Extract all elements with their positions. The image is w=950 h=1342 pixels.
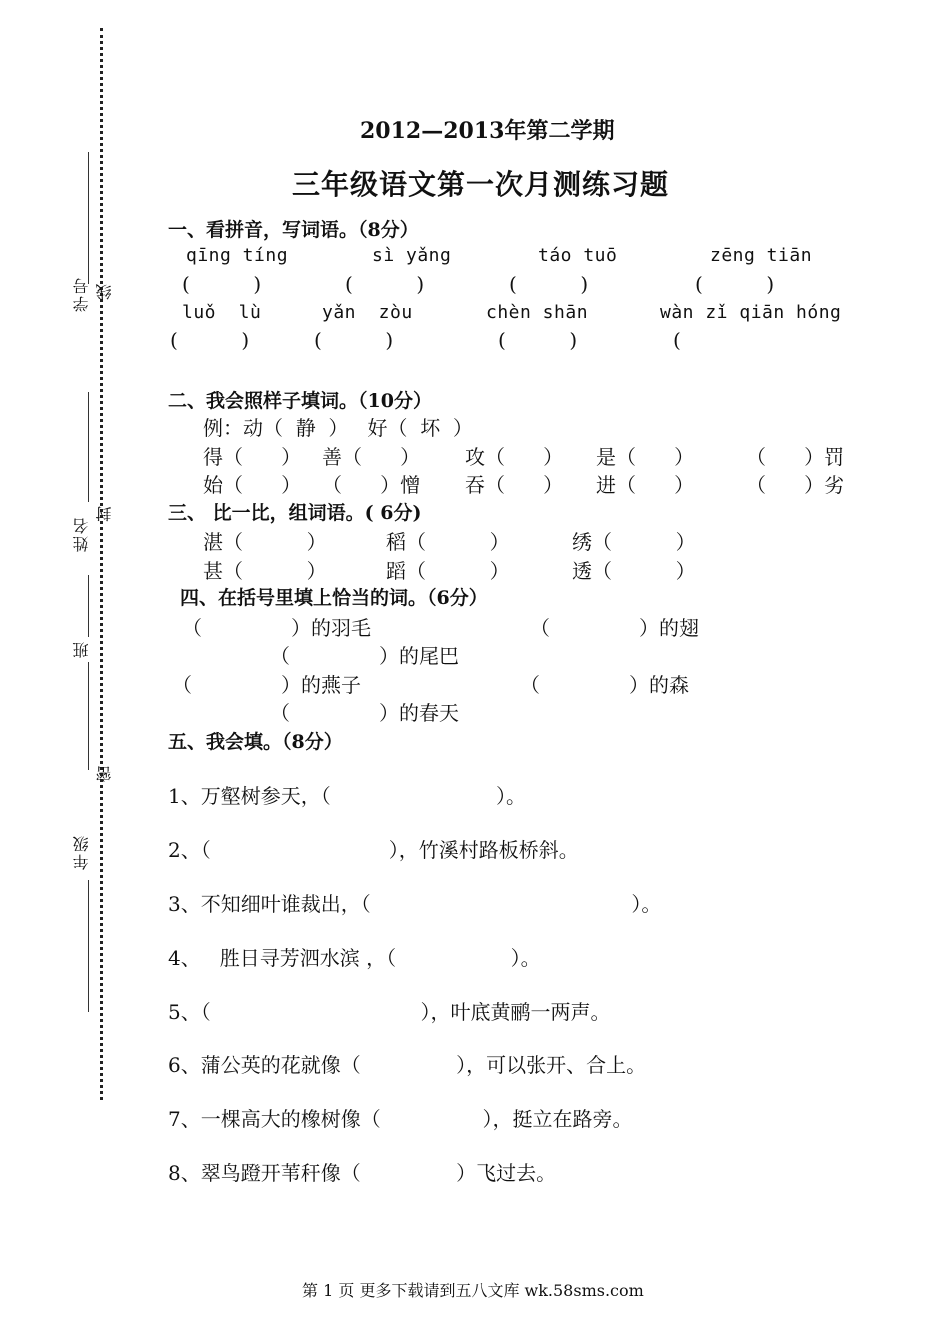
pinyin-item: táo tuō xyxy=(538,245,618,266)
fill-item[interactable]: （ ）的羽毛 xyxy=(182,616,372,640)
answer-blank[interactable]: ( ) xyxy=(182,272,262,296)
grade-label: 年级 xyxy=(72,834,91,870)
section-1-heading: 一、看拼音，写词语。（8分） xyxy=(168,219,419,241)
answer-blank[interactable]: ( ) xyxy=(509,272,589,296)
section-2-heading: 二、我会照样子填词。（10分） xyxy=(168,390,432,412)
seal-secret-char: 密 xyxy=(95,766,114,782)
pinyin-item: zēng tiān xyxy=(710,245,813,266)
fill-item[interactable]: （ ）劣 xyxy=(746,473,845,497)
fill-item[interactable]: （ ）的森 xyxy=(520,673,690,697)
fill-item[interactable]: （ ）的翅 xyxy=(530,616,700,640)
page-footer: 第 1 页 更多下载请到五八文库 wk.58sms.com xyxy=(302,1281,644,1300)
poem-fill-item[interactable]: 4、 胜日寻芳泗水滨 ，（ ）。 xyxy=(168,946,541,970)
fill-item[interactable]: 甚（ ） xyxy=(203,559,327,583)
fill-item[interactable]: 蹈（ ） xyxy=(386,559,510,583)
poem-fill-item[interactable]: 1、万壑树参天，（ ）。 xyxy=(168,784,527,808)
student-id-label: 学号 xyxy=(72,276,91,312)
seal-line-char: 线 xyxy=(95,284,114,300)
answer-blank[interactable]: ( ) xyxy=(345,272,425,296)
section-3-heading: 三、 比一比，组词语。( 6分) xyxy=(168,502,422,524)
poem-fill-item[interactable]: 7、一棵高大的橡树像（ ），挺立在路旁。 xyxy=(168,1107,633,1131)
example-line: 例：动（ 静 ） 好（ 坏 ） xyxy=(203,416,473,440)
class-underline-lower xyxy=(88,662,89,770)
seal-seal-char: 封 xyxy=(95,506,114,522)
student-id-underline xyxy=(88,152,89,284)
fill-item[interactable]: 攻（ ） xyxy=(465,445,564,469)
answer-blank[interactable]: ( ) xyxy=(314,328,394,352)
fill-item[interactable]: （ ）憎 xyxy=(322,473,421,497)
name-label: 姓名 xyxy=(72,516,91,552)
binding-dotted-line xyxy=(100,28,103,1100)
pinyin-item: sì yǎng xyxy=(372,245,452,266)
poem-fill-item[interactable]: 5、（ ），叶底黄鹂一两声。 xyxy=(168,1000,611,1024)
poem-fill-item[interactable]: 8、翠鸟蹬开苇秆像（ ）飞过去。 xyxy=(168,1161,557,1185)
fill-item[interactable]: 湛（ ） xyxy=(203,530,327,554)
fill-item[interactable]: （ ）罚 xyxy=(746,445,845,469)
answer-blank[interactable]: ( ) xyxy=(170,328,250,352)
pinyin-item: wàn zǐ qiān hóng xyxy=(660,302,842,323)
fill-item[interactable]: 绣（ ） xyxy=(572,530,696,554)
pinyin-item: yǎn zòu xyxy=(322,302,413,323)
pinyin-item: chèn shān xyxy=(486,302,589,323)
term-heading: 2012—2013年第二学期 xyxy=(360,118,615,144)
fill-item[interactable]: 始（ ） xyxy=(203,473,302,497)
answer-blank[interactable]: ( xyxy=(673,328,681,352)
pinyin-item: luǒ lù xyxy=(182,302,262,323)
answer-blank[interactable]: ( ) xyxy=(498,328,578,352)
poem-fill-item[interactable]: 6、蒲公英的花就像（ ），可以张开、合上。 xyxy=(168,1053,647,1077)
name-underline xyxy=(88,392,89,502)
fill-item[interactable]: 吞（ ） xyxy=(465,473,564,497)
poem-fill-item[interactable]: 3、不知细叶谁裁出，（ ）。 xyxy=(168,892,662,916)
fill-item[interactable]: （ ）的尾巴 xyxy=(270,644,460,668)
fill-item[interactable]: 得（ ） xyxy=(203,445,302,469)
class-underline xyxy=(88,575,89,637)
fill-item[interactable]: （ ）的燕子 xyxy=(172,673,362,697)
page-title: 三年级语文第一次月测练习题 xyxy=(292,168,670,201)
fill-item[interactable]: 透（ ） xyxy=(572,559,696,583)
poem-fill-item[interactable]: 2、（ ），竹溪村路板桥斜。 xyxy=(168,838,579,862)
fill-item[interactable]: 进（ ） xyxy=(596,473,695,497)
class-label: 班 xyxy=(72,640,91,658)
pinyin-item: qīng tíng xyxy=(186,245,289,266)
section-4-heading: 四、在括号里填上恰当的词。（6分） xyxy=(180,587,488,609)
fill-item[interactable]: 善（ ） xyxy=(322,445,421,469)
fill-item[interactable]: 是（ ） xyxy=(596,445,695,469)
fill-item[interactable]: 稻（ ） xyxy=(386,530,510,554)
answer-blank[interactable]: ( ) xyxy=(695,272,775,296)
fill-item[interactable]: （ ）的春天 xyxy=(270,701,460,725)
grade-underline xyxy=(88,880,89,1012)
section-5-heading: 五、我会填。（8分） xyxy=(168,731,343,753)
